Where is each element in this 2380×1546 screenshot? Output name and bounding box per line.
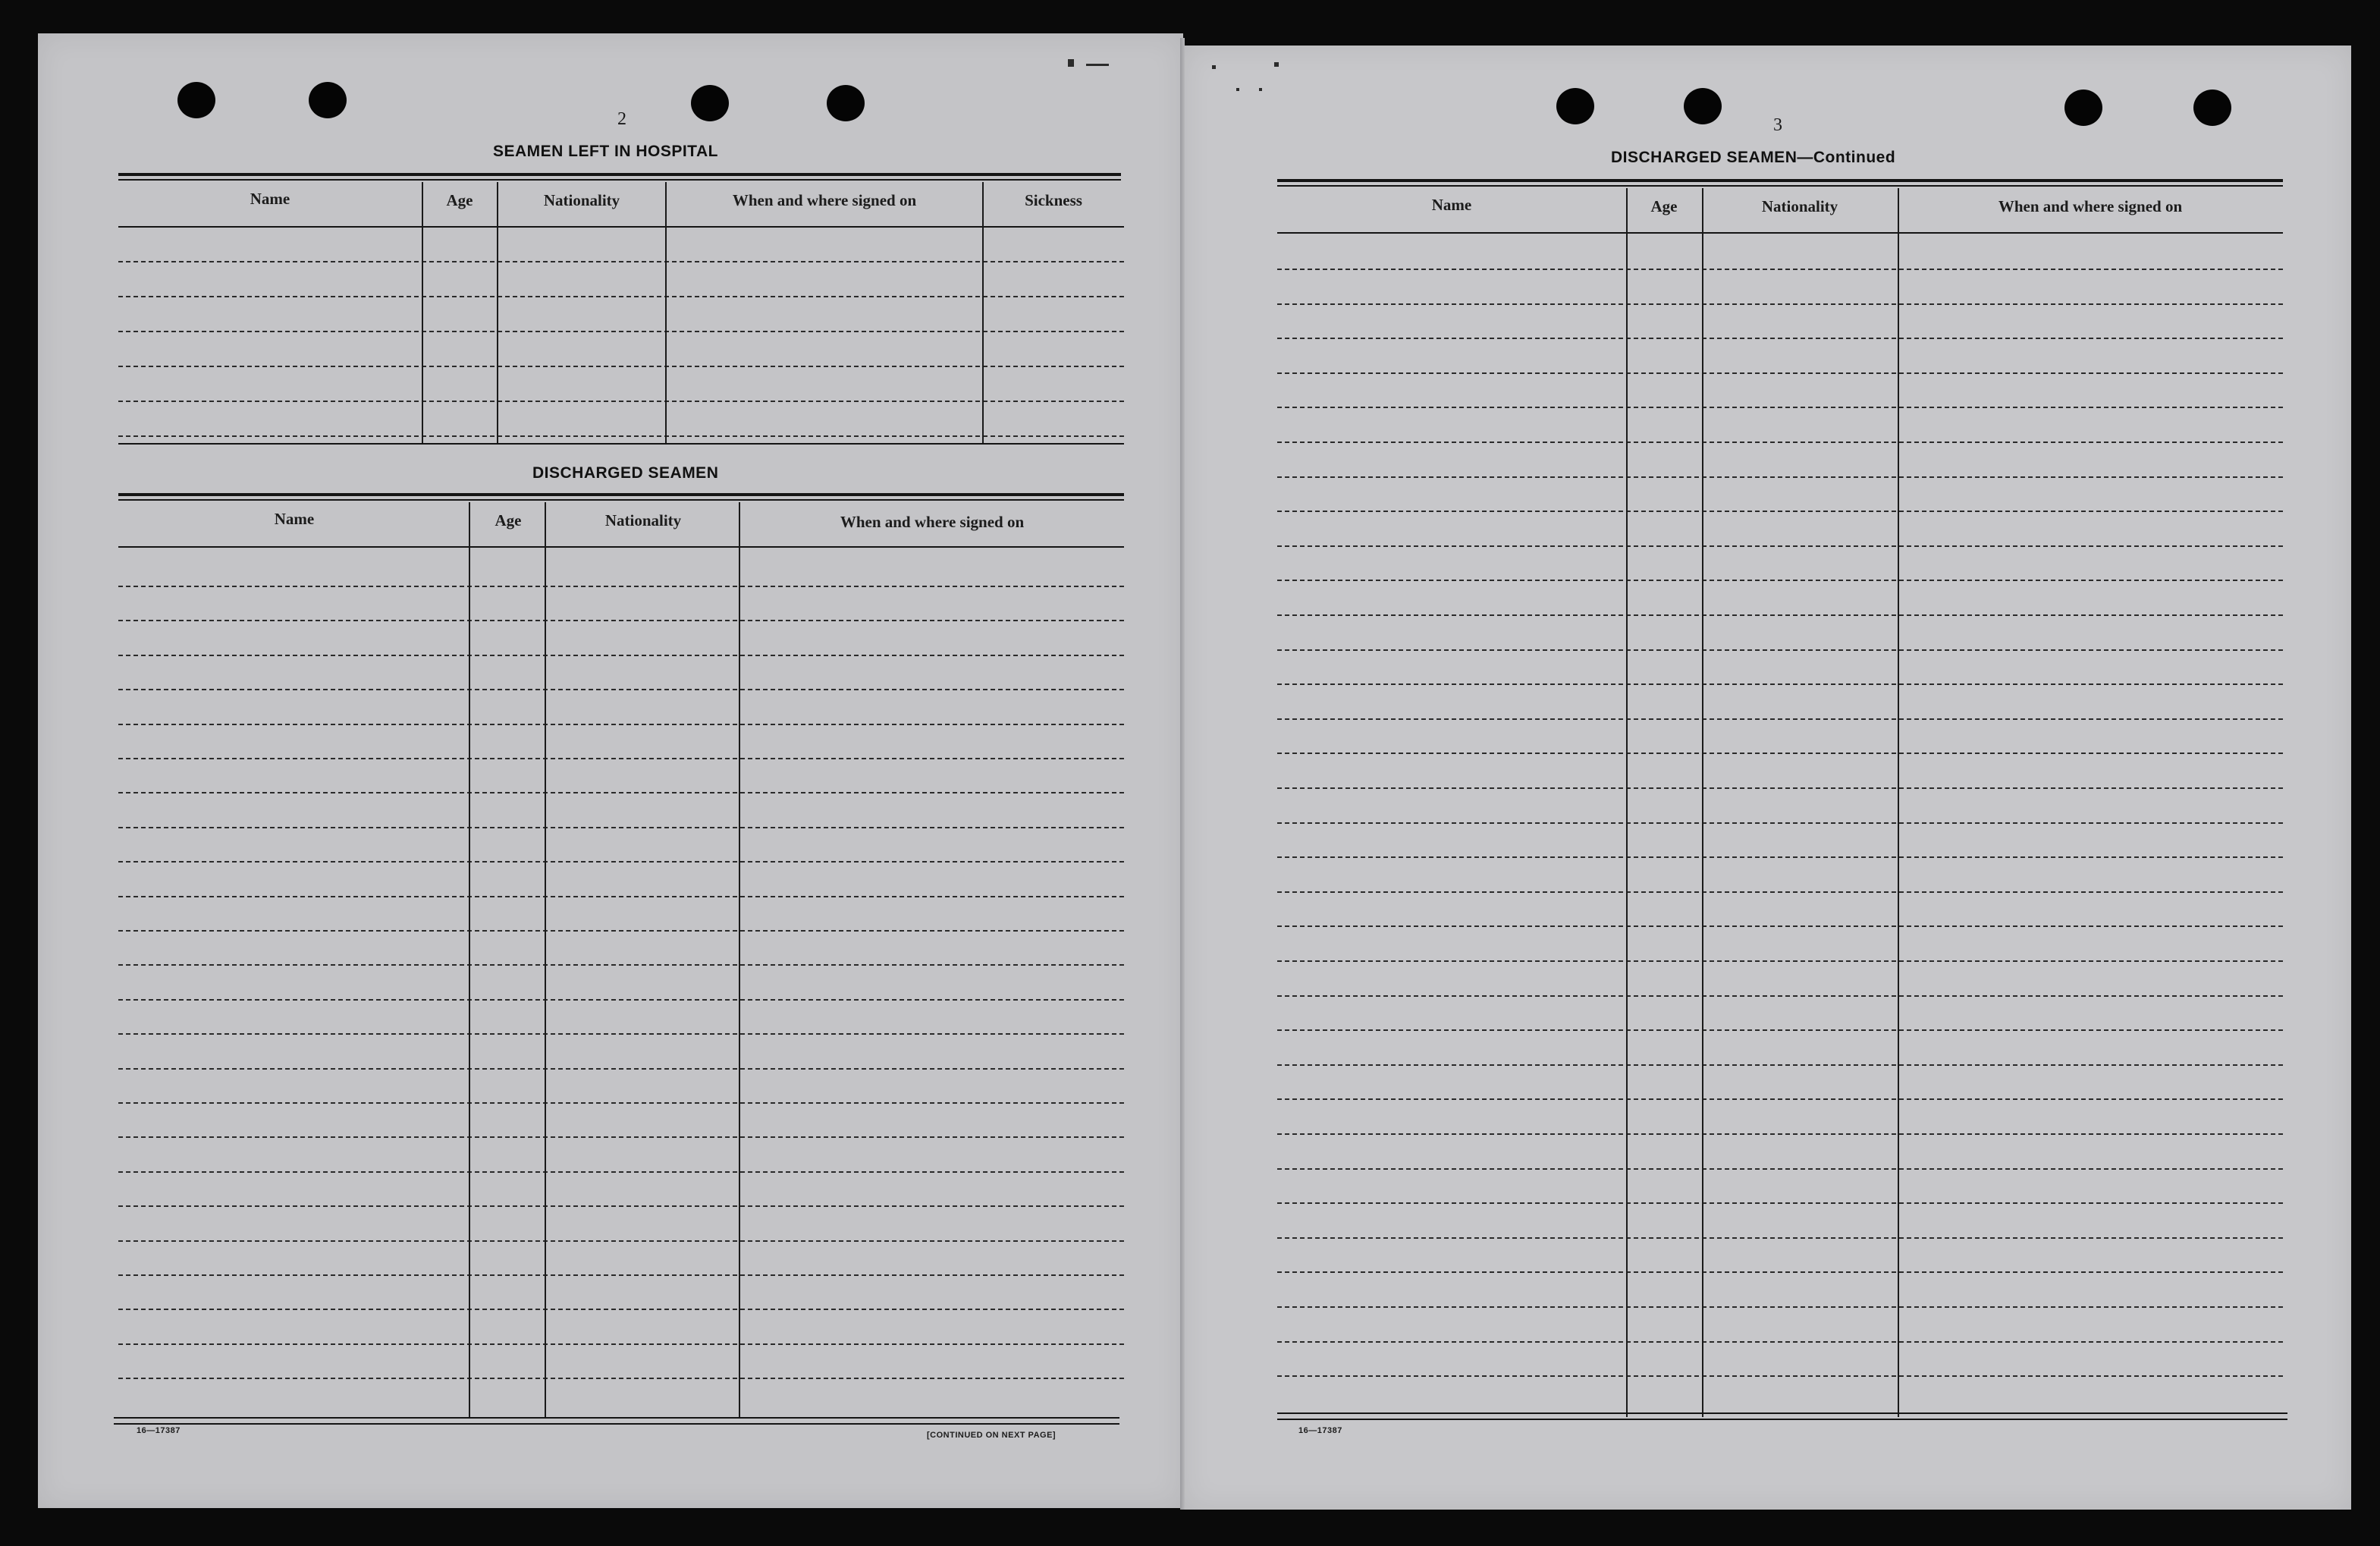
hospital-section-title: SEAMEN LEFT IN HOSPITAL bbox=[493, 143, 718, 160]
row-line bbox=[1277, 649, 2283, 651]
row-line bbox=[1277, 1306, 2283, 1308]
discharged-continued-title: DISCHARGED SEAMEN—Continued bbox=[1611, 149, 1896, 166]
row-line bbox=[1277, 1202, 2283, 1204]
ink-speck bbox=[1236, 88, 1239, 91]
punch-hole bbox=[2064, 90, 2102, 126]
header-rule bbox=[1277, 232, 2283, 234]
row-line bbox=[1277, 441, 2283, 443]
column-divider bbox=[497, 182, 498, 443]
column-divider bbox=[1898, 188, 1899, 1417]
row-line bbox=[1277, 1133, 2283, 1135]
row-line bbox=[1277, 822, 2283, 824]
row-line bbox=[118, 261, 1124, 262]
row-line bbox=[118, 1136, 1124, 1138]
row-line bbox=[1277, 476, 2283, 478]
row-line bbox=[1277, 338, 2283, 339]
hospital-col-age: Age bbox=[446, 191, 473, 209]
column-divider bbox=[665, 182, 667, 443]
punch-hole bbox=[691, 85, 729, 121]
rule bbox=[1277, 1412, 2287, 1414]
row-line bbox=[1277, 303, 2283, 305]
row-line bbox=[1277, 614, 2283, 616]
rule bbox=[118, 493, 1124, 496]
rule bbox=[1277, 1419, 2287, 1420]
ink-speck bbox=[1212, 65, 1216, 69]
row-line bbox=[1277, 1064, 2283, 1066]
continued-col-signed-on: When and where signed on bbox=[1998, 197, 2183, 215]
row-line bbox=[118, 930, 1124, 932]
row-line bbox=[118, 1240, 1124, 1242]
row-line bbox=[118, 435, 1124, 437]
row-line bbox=[1277, 995, 2283, 997]
page-number-right: 3 bbox=[1773, 115, 1782, 135]
row-line bbox=[118, 401, 1124, 402]
right-page bbox=[1183, 46, 2351, 1510]
ink-speck bbox=[1274, 62, 1279, 67]
rule bbox=[1277, 185, 2283, 187]
row-line bbox=[118, 1205, 1124, 1207]
discharged-col-signed-on: When and where signed on bbox=[840, 513, 1025, 531]
form-number-right: 16—17387 bbox=[1298, 1426, 1342, 1435]
row-line bbox=[1277, 269, 2283, 270]
row-line bbox=[118, 620, 1124, 621]
row-line bbox=[118, 1033, 1124, 1035]
header-rule bbox=[118, 226, 1124, 228]
hospital-col-name: Name bbox=[250, 190, 290, 208]
row-line bbox=[1277, 1168, 2283, 1170]
hospital-col-sickness: Sickness bbox=[1025, 191, 1082, 209]
row-line bbox=[118, 827, 1124, 828]
rule bbox=[114, 1423, 1119, 1425]
row-line bbox=[118, 1274, 1124, 1276]
row-line bbox=[118, 724, 1124, 725]
column-divider bbox=[982, 182, 984, 443]
row-line bbox=[1277, 1341, 2283, 1343]
punch-hole bbox=[827, 85, 865, 121]
left-page bbox=[38, 33, 1183, 1508]
row-line bbox=[118, 1343, 1124, 1345]
punch-hole bbox=[1556, 88, 1594, 124]
row-line bbox=[1277, 372, 2283, 374]
row-line bbox=[1277, 718, 2283, 720]
discharged-col-name: Name bbox=[274, 510, 315, 528]
row-line bbox=[118, 331, 1124, 332]
row-line bbox=[118, 896, 1124, 897]
form-number-left: 16—17387 bbox=[137, 1426, 181, 1435]
row-line bbox=[118, 758, 1124, 759]
row-line bbox=[118, 296, 1124, 297]
row-line bbox=[1277, 1237, 2283, 1239]
rule bbox=[114, 1417, 1119, 1419]
ink-speck bbox=[1068, 59, 1074, 67]
row-line bbox=[1277, 545, 2283, 547]
continued-col-nationality: Nationality bbox=[1761, 197, 1838, 215]
row-line bbox=[118, 366, 1124, 367]
row-line bbox=[1277, 960, 2283, 962]
row-line bbox=[1277, 683, 2283, 685]
column-divider bbox=[422, 182, 423, 443]
row-line bbox=[118, 655, 1124, 656]
row-line bbox=[118, 1378, 1124, 1379]
column-divider bbox=[469, 502, 470, 1417]
row-line bbox=[118, 1171, 1124, 1173]
row-line bbox=[118, 964, 1124, 966]
ink-speck bbox=[1259, 88, 1262, 91]
row-line bbox=[118, 689, 1124, 690]
column-divider bbox=[1702, 188, 1703, 1417]
rule bbox=[118, 173, 1121, 176]
punch-hole bbox=[2193, 90, 2231, 126]
row-line bbox=[1277, 787, 2283, 789]
punch-hole bbox=[1684, 88, 1722, 124]
row-line bbox=[1277, 407, 2283, 408]
rule bbox=[118, 179, 1121, 181]
row-line bbox=[1277, 753, 2283, 754]
discharged-col-age: Age bbox=[495, 511, 522, 529]
row-line bbox=[1277, 856, 2283, 858]
row-line bbox=[118, 1309, 1124, 1310]
row-line bbox=[118, 1102, 1124, 1104]
punch-hole bbox=[309, 82, 347, 118]
ink-speck bbox=[1086, 64, 1109, 66]
rule bbox=[118, 443, 1124, 445]
discharged-col-nationality: Nationality bbox=[604, 511, 682, 529]
row-line bbox=[118, 1068, 1124, 1070]
hospital-col-nationality: Nationality bbox=[543, 191, 620, 209]
column-divider bbox=[739, 502, 740, 1417]
row-line bbox=[118, 586, 1124, 587]
header-rule bbox=[118, 546, 1124, 548]
row-line bbox=[1277, 1375, 2283, 1377]
continued-col-age: Age bbox=[1650, 197, 1678, 215]
row-line bbox=[1277, 511, 2283, 512]
row-line bbox=[1277, 1098, 2283, 1100]
rule bbox=[118, 499, 1124, 501]
continued-note: [CONTINUED ON NEXT PAGE] bbox=[927, 1431, 1057, 1440]
continued-col-name: Name bbox=[1431, 196, 1472, 214]
row-line bbox=[1277, 925, 2283, 927]
row-line bbox=[1277, 891, 2283, 893]
page-fold bbox=[1180, 38, 1185, 1510]
row-line bbox=[1277, 580, 2283, 581]
page-number-left: 2 bbox=[617, 109, 626, 129]
hospital-col-signed-on: When and where signed on bbox=[732, 191, 917, 209]
row-line bbox=[1277, 1271, 2283, 1273]
column-divider bbox=[545, 502, 546, 1417]
row-line bbox=[118, 999, 1124, 1001]
discharged-section-title: DISCHARGED SEAMEN bbox=[532, 464, 719, 482]
row-line bbox=[118, 792, 1124, 793]
column-divider bbox=[1626, 188, 1628, 1417]
punch-hole bbox=[177, 82, 215, 118]
row-line bbox=[118, 861, 1124, 863]
rule bbox=[1277, 179, 2283, 182]
row-line bbox=[1277, 1029, 2283, 1031]
